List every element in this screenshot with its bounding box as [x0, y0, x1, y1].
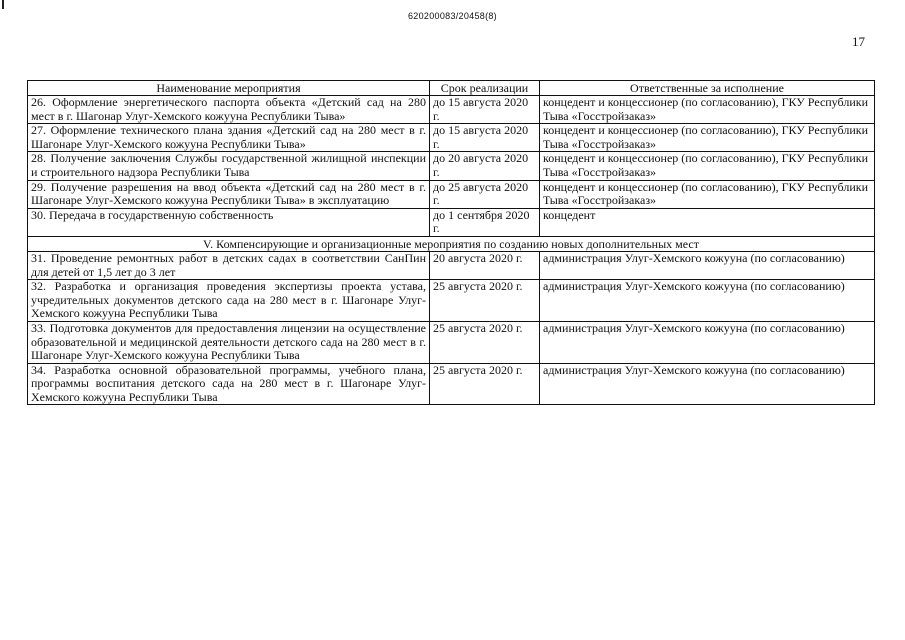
row-name: 29. Получение разрешения на ввод объекта «Детский сад на 280 мест в г. Шагонаре Улуг-Хемского кожууна Республики Тыва» в эксплуатацию [28, 180, 430, 208]
row-term: до 15 августа 2020 г. [430, 96, 540, 124]
row-term: 20 августа 2020 г. [430, 251, 540, 279]
row-responsible: администрация Улуг-Хемского кожууна (по согласованию) [540, 251, 875, 279]
row-responsible: администрация Улуг-Хемского кожууна (по согласованию) [540, 280, 875, 322]
table-row [28, 96, 875, 124]
row-name: 34. Разработка основной образовательной программы, учебного плана, программы воспитания детского сада на 280 мест в г. Шагонаре Улуг-Хемского кожууна Республики Тыва [28, 363, 430, 405]
header-responsible: Ответственные за исполнение [540, 81, 875, 96]
row-term: до 1 сентября 2020 г. [430, 208, 540, 236]
row-term: до 20 августа 2020 г. [430, 152, 540, 180]
section-title: V. Компенсирующие и организационные мероприятия по созданию новых дополнительных мест [28, 236, 875, 251]
row-responsible: концедент [540, 208, 875, 236]
row-term: 25 августа 2020 г. [430, 363, 540, 405]
row-name: 28. Получение заключения Службы государственной жилищной инспекции и строительного надзора Республики Тыва [28, 152, 430, 180]
header-name: Наименование мероприятия [28, 81, 430, 96]
row-name: 26. Оформление энергетического паспорта объекта «Детский сад на 280 мест в г. Шагонар Улуг-Хемского кожууна Республики Тыва» [28, 96, 430, 124]
document-id: 620200083/20458(8) [408, 11, 497, 21]
row-term: до 25 августа 2020 г. [430, 180, 540, 208]
scan-edge-mark [2, 0, 4, 9]
events-table [27, 80, 875, 405]
row-responsible: администрация Улуг-Хемского кожууна (по согласованию) [540, 363, 875, 405]
section-row [28, 236, 875, 251]
table-row [28, 124, 875, 152]
row-responsible: концедент и концессионер (по согласованию), ГКУ Республики Тыва «Госстройзаказ» [540, 180, 875, 208]
table-row [28, 152, 875, 180]
header-term: Срок реализации [430, 81, 540, 96]
table-row [28, 280, 875, 322]
row-name: 32. Разработка и организация проведения экспертизы проекта устава, учредительных документов детского сада на 280 мест в г. Шагонаре Улуг-Хемского кожууна Республики Тыва [28, 280, 430, 322]
row-name: 30. Передача в государственную собственность [28, 208, 430, 236]
row-responsible: концедент и концессионер (по согласованию), ГКУ Республики Тыва «Госстройзаказ» [540, 96, 875, 124]
table-row [28, 321, 875, 363]
row-responsible: администрация Улуг-Хемского кожууна (по согласованию) [540, 321, 875, 363]
table-row [28, 180, 875, 208]
table-row [28, 251, 875, 279]
row-responsible: концедент и концессионер (по согласованию), ГКУ Республики Тыва «Госстройзаказ» [540, 124, 875, 152]
row-name: 33. Подготовка документов для предоставления лицензии на осуществление образовательной и медицинской деятельности детского сада на 280 мест в г. Шагонаре Улуг-Хемского кожууна Республики Тыва [28, 321, 430, 363]
table-row [28, 208, 875, 236]
row-term: 25 августа 2020 г. [430, 280, 540, 322]
row-name: 31. Проведение ремонтных работ в детских садах в соответствии СанПин для детей от 1,5 лет до 3 лет [28, 251, 430, 279]
table-row [28, 363, 875, 405]
row-term: 25 августа 2020 г. [430, 321, 540, 363]
page-number: 17 [852, 34, 865, 49]
table-header-row [28, 81, 875, 96]
row-name: 27. Оформление технического плана здания «Детский сад на 280 мест в г. Шагонаре Улуг-Хемского кожууна Республики Тыва» [28, 124, 430, 152]
row-responsible: концедент и концессионер (по согласованию), ГКУ Республики Тыва «Госстройзаказ» [540, 152, 875, 180]
row-term: до 15 августа 2020 г. [430, 124, 540, 152]
